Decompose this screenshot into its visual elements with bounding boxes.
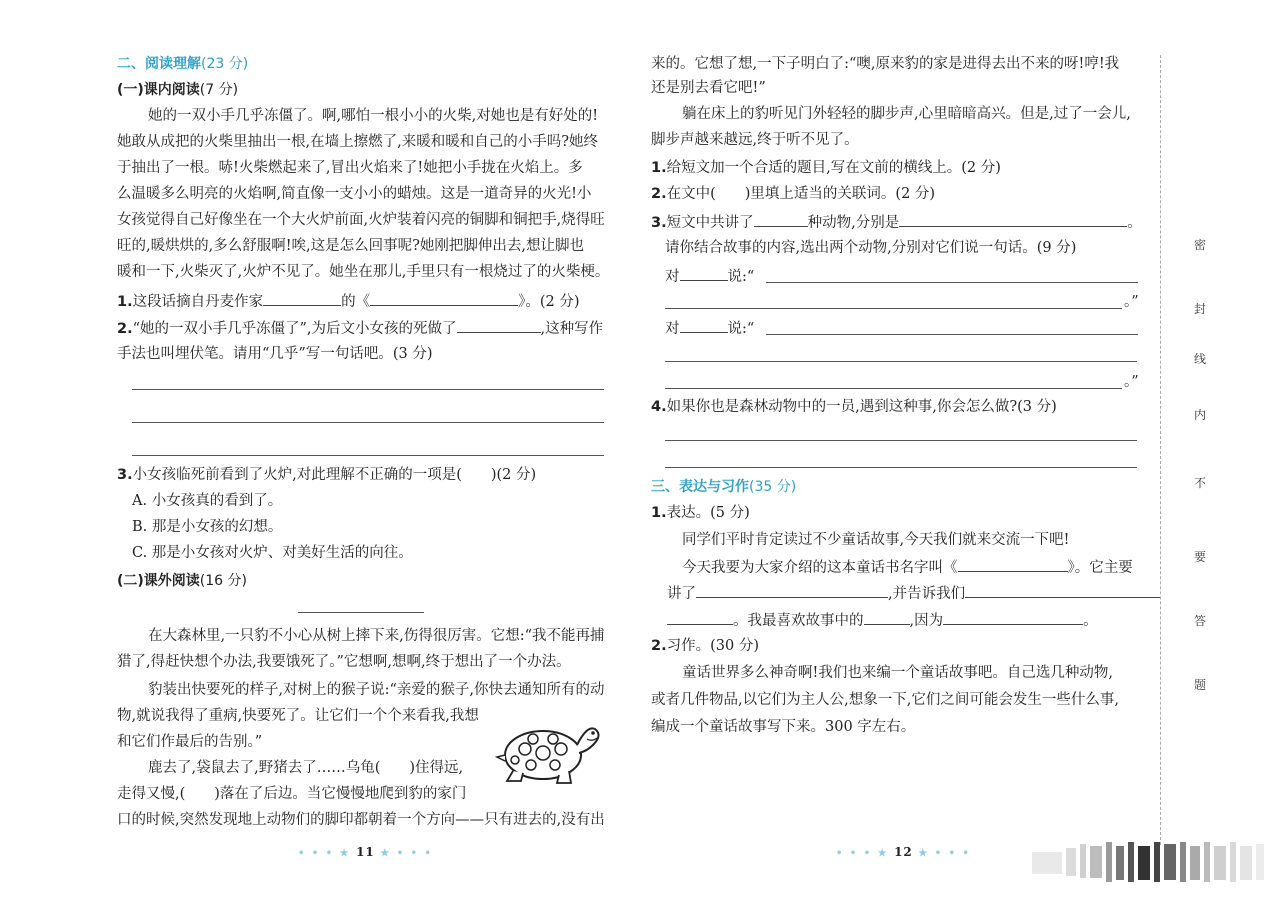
answer-blank[interactable] — [667, 610, 733, 625]
binding-note-char: 内 — [1193, 408, 1206, 422]
answer-blank[interactable] — [754, 212, 808, 227]
passage1-line: 女孩觉得自己好像坐在一个大火炉前面,火炉装着闪亮的铜脚和铜把手,烧得旺 — [117, 212, 605, 228]
right-question-3: 3.短文中共讲了 种动物,分别是 。 — [651, 212, 1142, 233]
left-question-2: 2.“她的一双小手几乎冻僵了”,为后文小女孩的死做了 ,这种写作 — [117, 318, 603, 339]
binding-note-char: 题 — [1193, 678, 1206, 692]
expression-question-1: 1.表达。(5 分) — [651, 505, 750, 521]
answer-blank[interactable] — [370, 291, 518, 306]
end-quote: 。” — [1124, 294, 1139, 310]
section-2-heading: 二、阅读理解(23 分) — [117, 56, 249, 72]
passage2-line: 在大森林里,一只豹不小心从树上摔下来,伤得很厉害。它想:“我不能再捕 — [148, 628, 605, 644]
answer-blank[interactable] — [680, 266, 728, 281]
passage2-line: 走得又慢,( )落在了后边。当它慢慢地爬到豹的家门 — [117, 786, 467, 802]
option-c: C. 那是小女孩对火炉、对美好生活的向往。 — [132, 545, 413, 561]
answer-line[interactable] — [665, 388, 1122, 389]
binding-note-char: 封 — [1193, 302, 1206, 316]
binding-note-char: 答 — [1193, 614, 1206, 628]
subsection-in-class-reading: (一)课内阅读(7 分) — [117, 82, 239, 98]
passage1-line: 她的一双小手几乎冻僵了。啊,哪怕一根小小的火柴,对她也是有好处的! — [148, 108, 599, 124]
passage2-cont-line: 来的。它想了想,一下子明白了:“噢,原来豹的家是进得去出不来的呀!哼!我 — [651, 56, 1120, 72]
answer-blank[interactable] — [965, 583, 1161, 598]
binding-note-char: 线 — [1193, 352, 1206, 366]
expression-line: 讲了 ,并告诉我们 — [667, 583, 1161, 604]
passage2-line: 猎了,得赶快想个办法,我要饿死了。”它想啊,想啊,终于想出了一个办法。 — [117, 654, 571, 670]
speech-line-1: 对 说:“ — [665, 266, 754, 287]
answer-blank[interactable] — [899, 212, 1127, 227]
speech-line-2: 对 说:“ — [665, 318, 754, 339]
answer-line[interactable] — [665, 308, 1122, 309]
passage2-cont-line: 躺在床上的豹听见门外轻轻的脚步声,心里暗暗高兴。但是,过了一会儿, — [682, 106, 1131, 122]
answer-line[interactable] — [665, 361, 1137, 362]
passage1-line: 她敢从成把的火柴里抽出一根,在墙上擦燃了,来暖和暖和自己的小手吗?她终 — [117, 134, 598, 150]
answer-blank[interactable] — [696, 583, 888, 598]
answer-line[interactable] — [766, 334, 1138, 335]
passage2-cont-line: 还是别去看它吧!” — [651, 80, 766, 96]
passage2-line: 和它们作最后的告别。” — [117, 734, 263, 750]
passage2-line: 口的时候,突然发现地上动物们的脚印都朝着一个方向——只有进去的,没有出 — [117, 812, 605, 828]
writing-prompt-line: 编成一个童话故事写下来。300 字左右。 — [651, 719, 916, 735]
writing-prompt-line: 或者几件物品,以它们为主人公,想象一下,它们之间可能会发生一些什么事, — [651, 692, 1119, 708]
page-number-11: • • • ★ 11 ★ • • • — [298, 845, 433, 859]
end-quote: 。” — [1124, 374, 1139, 390]
binding-note-char: 要 — [1193, 550, 1206, 564]
binding-note-char: 不 — [1193, 476, 1206, 490]
right-question-3-line2: 请你结合故事的内容,选出两个动物,分别对它们说一句话。(9 分) — [665, 240, 1077, 256]
binding-line — [1160, 55, 1162, 845]
passage2-line: 鹿去了,袋鼠去了,野猪去了……乌龟( )住得远, — [148, 760, 464, 776]
passage1-line: 么温暖多么明亮的火焰啊,简直像一支小小的蜡烛。这是一道奇异的火光!小 — [117, 186, 592, 202]
book-title-blank[interactable] — [958, 557, 1068, 572]
right-question-1: 1.给短文加一个合适的题目,写在文前的横线上。(2 分) — [651, 160, 1001, 176]
expression-line: 同学们平时肯定读过不少童话故事,今天我们就来交流一下吧! — [682, 532, 1070, 548]
answer-blank[interactable] — [457, 318, 541, 333]
expression-line: 今天我要为大家介绍的这本童话书名字叫《 》。它主要 — [682, 557, 1133, 578]
subsection-extracurricular-reading: (二)课外阅读(16 分) — [117, 573, 247, 589]
option-b: B. 那是小女孩的幻想。 — [132, 519, 283, 535]
binding-note-char: 密 — [1193, 238, 1206, 252]
answer-line[interactable] — [132, 455, 604, 456]
passage1-line: 于抽出了一根。哧!火柴燃起来了,冒出火焰来了!她把小手拢在火焰上。多 — [117, 160, 583, 176]
answer-line[interactable] — [132, 389, 604, 390]
answer-line[interactable] — [766, 282, 1138, 283]
passage1-line: 旺的,暖烘烘的,多么舒服啊!唉,这是怎么回事呢?她刚把脚伸出去,想让脚也 — [117, 238, 585, 254]
passage2-line: 物,就说我得了重病,快要死了。让它们一个个来看我,我想 — [117, 708, 479, 724]
page-number-12: • • • ★ 12 ★ • • • — [836, 845, 971, 859]
expression-question-2: 2.习作。(30 分) — [651, 638, 759, 654]
answer-blank[interactable] — [680, 318, 728, 333]
passage2-line: 豹装出快要死的样子,对树上的猴子说:“亲爱的猴子,你快去通知所有的动 — [148, 682, 605, 698]
passage2-cont-line: 脚步声越来越远,终于听不见了。 — [651, 132, 859, 148]
right-question-4: 4.如果你也是森林动物中的一员,遇到这种事,你会怎么做?(3 分) — [651, 399, 1057, 415]
writing-prompt-line: 童话世界多么神奇啊!我们也来编一个童话故事吧。自己选几种动物, — [682, 665, 1113, 681]
answer-blank[interactable] — [943, 610, 1083, 625]
title-blank-line[interactable] — [298, 612, 424, 613]
answer-line[interactable] — [665, 467, 1137, 468]
expression-line: 。我最喜欢故事中的 ,因为 。 — [667, 610, 1098, 631]
turtle-illustration — [495, 705, 605, 785]
answer-blank[interactable] — [263, 291, 341, 306]
passage1-line: 暖和一下,火柴灭了,火炉不见了。她坐在那儿,手里只有一根烧过了的火柴梗。 — [117, 264, 610, 280]
answer-blank[interactable] — [864, 610, 910, 625]
right-question-2: 2.在文中( )里填上适当的关联词。(2 分) — [651, 186, 936, 202]
answer-line[interactable] — [132, 422, 604, 423]
answer-line[interactable] — [665, 440, 1137, 441]
left-question-2-line2: 手法也叫埋伏笔。请用“几乎”写一句话吧。(3 分) — [117, 346, 433, 362]
option-a: A. 小女孩真的看到了。 — [132, 493, 283, 509]
section-3-heading: 三、表达与习作(35 分) — [651, 479, 797, 495]
left-question-3: 3.小女孩临死前看到了火炉,对此理解不正确的一项是( )(2 分) — [117, 467, 537, 483]
watermark-bars-icon — [1032, 838, 1272, 886]
left-question-1: 1.这段话摘自丹麦作家 的《 》。(2 分) — [117, 291, 580, 312]
